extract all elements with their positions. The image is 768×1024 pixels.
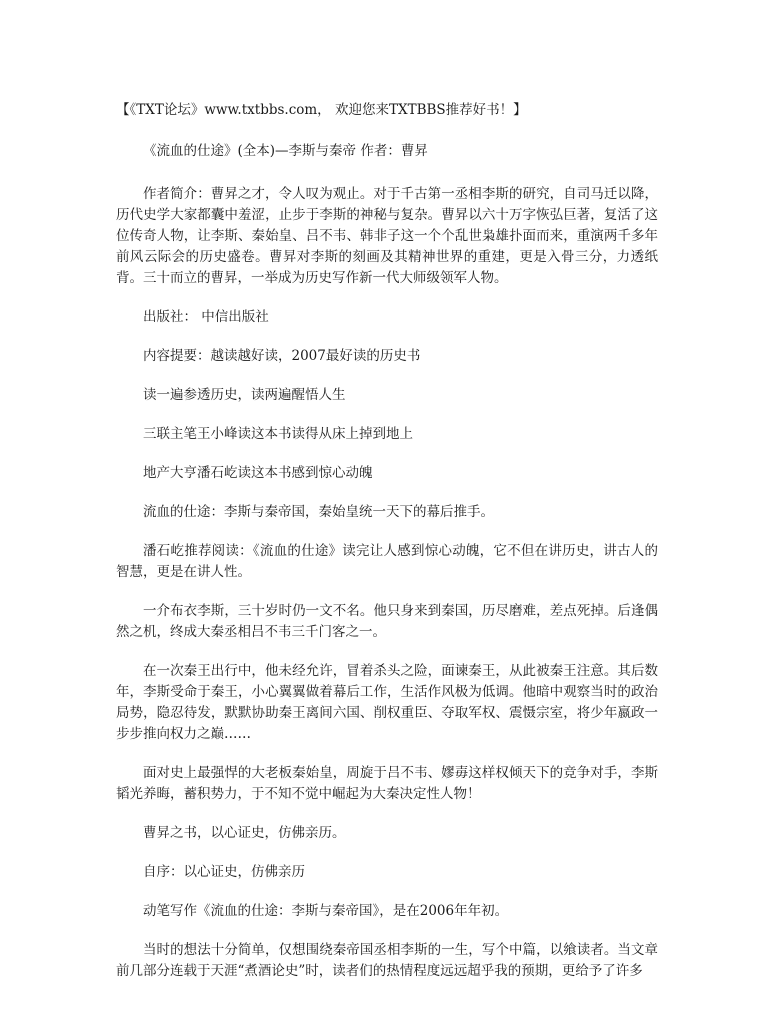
paragraph-story-1: 一介布衣李斯，三十岁时仍一文不名。他只身来到秦国，历尽磨难，差点死掉。后逢偶然之机，终成大秦丞相吕不韦三千门客之一。 <box>116 603 658 640</box>
paragraph-preface-title: 自序：以心证史，仿佛亲历 <box>143 864 305 880</box>
paragraph-author-intro: 作者简介：曹昇之才，令人叹为观止。对于千古第一丞相李斯的研究，自司马迁以降，历代史学大家都囊中羞涩，止步于李斯的神秘与复杂。曹昇以六十万字恢弘巨著，复活了这位传奇人物，让李斯、秦始皇、吕不韦、韩非子这一个个乱世枭雄扑面而来，重演两千多年前风云际会的历史盛卷。曹昇对李斯的刻画及其精神世界的重建，更是入骨三分，力透纸背。三十而立的曹昇，一举成为历史写作新一代大师级领军人物。 <box>116 186 658 286</box>
paragraph-tagline-3: 地产大亨潘石屹读这本书感到惊心动魄 <box>143 465 373 481</box>
paragraph-recommendation: 潘石屹推荐阅读：《流血的仕途》读完让人感到惊心动魄，它不但在讲历史，讲古人的智慧，更是在讲人性。 <box>116 543 658 580</box>
paragraph-tagline-4: 流血的仕途：李斯与秦帝国，秦始皇统一天下的幕后推手。 <box>143 504 494 520</box>
book-title-line: 《流血的仕途》(全本)—李斯与秦帝 作者：曹昇 <box>143 143 428 159</box>
paragraph-preface-2: 当时的想法十分简单，仅想围绕秦帝国丞相李斯的一生，写个中篇，以飨读者。当文章前几部分连载于天涯“煮酒论史”时，读者们的热情程度远远超乎我的预期，更给予了许多 <box>116 942 658 979</box>
paragraph-summary: 内容提要：越读越好读，2007最好读的历史书 <box>143 348 421 364</box>
paragraph-tagline-1: 读一遍参透历史，读两遍醒悟人生 <box>143 387 346 403</box>
paragraph-story-3: 面对史上最强悍的大老板秦始皇，周旋于吕不韦、嫪毐这样权倾天下的竞争对手，李斯韬光养晦，蓄积势力，于不知不觉中崛起为大秦决定性人物！ <box>116 765 658 802</box>
forum-header: 【《TXT论坛》www.txtbbs.com， 欢迎您来TXTBBS推荐好书！】 <box>116 102 527 118</box>
paragraph-preface-1: 动笔写作《流血的仕途：李斯与秦帝国》，是在2006年年初。 <box>143 903 509 919</box>
paragraph-story-2: 在一次秦王出行中，他未经允许，冒着杀头之险，面谏秦王，从此被秦王注意。其后数年，李斯受命于秦王，小心翼翼做着幕后工作，生活作风极为低调。他暗中观察当时的政治局势，隐忍待发，默默协助秦王离间六国、削权重臣、夺取军权、震慑宗室，将少年嬴政一步步推向权力之巅…… <box>116 663 658 742</box>
paragraph-publisher: 出版社： 中信出版社 <box>143 309 269 325</box>
paragraph-tagline-2: 三联主笔王小峰读这本书读得从床上掉到地上 <box>143 426 413 442</box>
paragraph-book-quote: 曹昇之书，以心证史，仿佛亲历。 <box>143 825 346 841</box>
